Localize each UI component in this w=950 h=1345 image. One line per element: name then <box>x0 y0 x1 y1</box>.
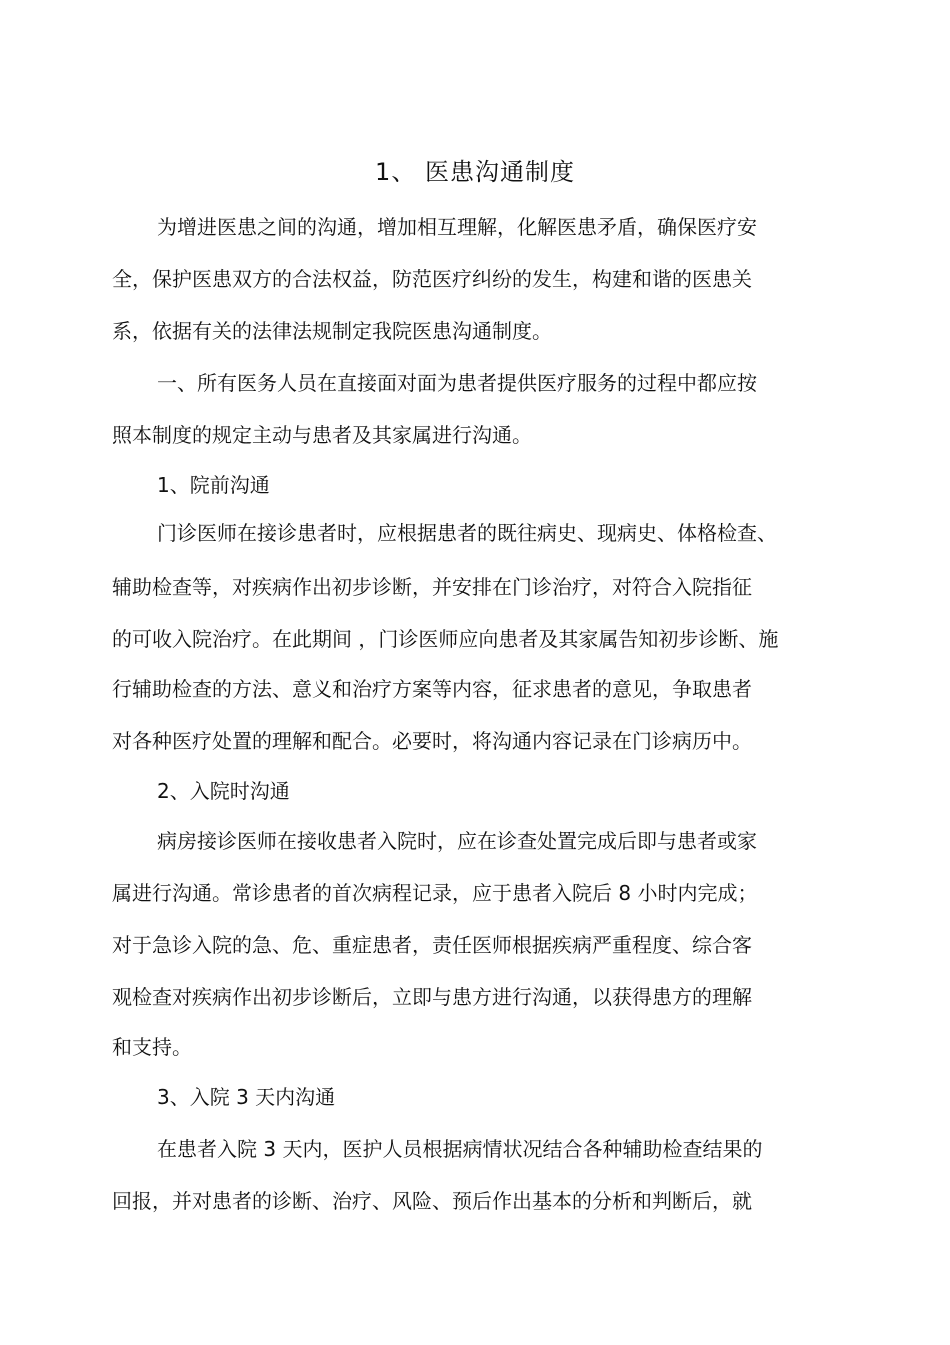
section-heading: 2、入院时沟通 <box>157 779 290 803</box>
paragraph-line: 回报，并对患者的诊断、治疗、风险、预后作出基本的分析和判断后，就 <box>112 1189 752 1213</box>
paragraph-line: 的可收入院治疗。在此期间 ，门诊医师应向患者及其家属告知初步诊断、施 <box>112 627 779 651</box>
paragraph-line: 属进行沟通。常诊患者的首次病程记录，应于患者入院后 8 小时内完成； <box>112 881 758 905</box>
document-title: 1、 医患沟通制度 <box>375 158 575 186</box>
paragraph-line: 系，依据有关的法律法规制定我院医患沟通制度。 <box>112 319 552 343</box>
section-heading: 3、入院 3 天内沟通 <box>157 1085 336 1109</box>
paragraph-line: 在患者入院 3 天内，医护人员根据病情状况结合各种辅助检查结果的 <box>157 1137 763 1161</box>
paragraph-line: 照本制度的规定主动与患者及其家属进行沟通。 <box>112 423 532 447</box>
paragraph-line: 门诊医师在接诊患者时，应根据患者的既往病史、现病史、体格检查、 <box>157 521 777 545</box>
paragraph-line: 观检查对疾病作出初步诊断后，立即与患方进行沟通，以获得患方的理解 <box>112 985 752 1009</box>
paragraph-line: 对各种医疗处置的理解和配合。必要时，将沟通内容记录在门诊病历中。 <box>112 729 752 753</box>
paragraph-line: 行辅助检查的方法、意义和治疗方案等内容，征求患者的意见，争取患者 <box>112 677 752 701</box>
section-heading: 1、院前沟通 <box>157 473 270 497</box>
paragraph-line: 全，保护医患双方的合法权益，防范医疗纠纷的发生，构建和谐的医患关 <box>112 267 752 291</box>
paragraph-line: 一、所有医务人员在直接面对面为患者提供医疗服务的过程中都应按 <box>157 371 757 395</box>
paragraph-line: 对于急诊入院的急、危、重症患者，责任医师根据疾病严重程度、综合客 <box>112 933 752 957</box>
paragraph-line: 病房接诊医师在接收患者入院时，应在诊查处置完成后即与患者或家 <box>157 829 757 853</box>
paragraph-line: 为增进医患之间的沟通，增加相互理解，化解医患矛盾，确保医疗安 <box>157 215 757 239</box>
paragraph-line: 辅助检查等，对疾病作出初步诊断，并安排在门诊治疗，对符合入院指征 <box>112 575 752 599</box>
paragraph-line: 和支持。 <box>112 1035 192 1059</box>
